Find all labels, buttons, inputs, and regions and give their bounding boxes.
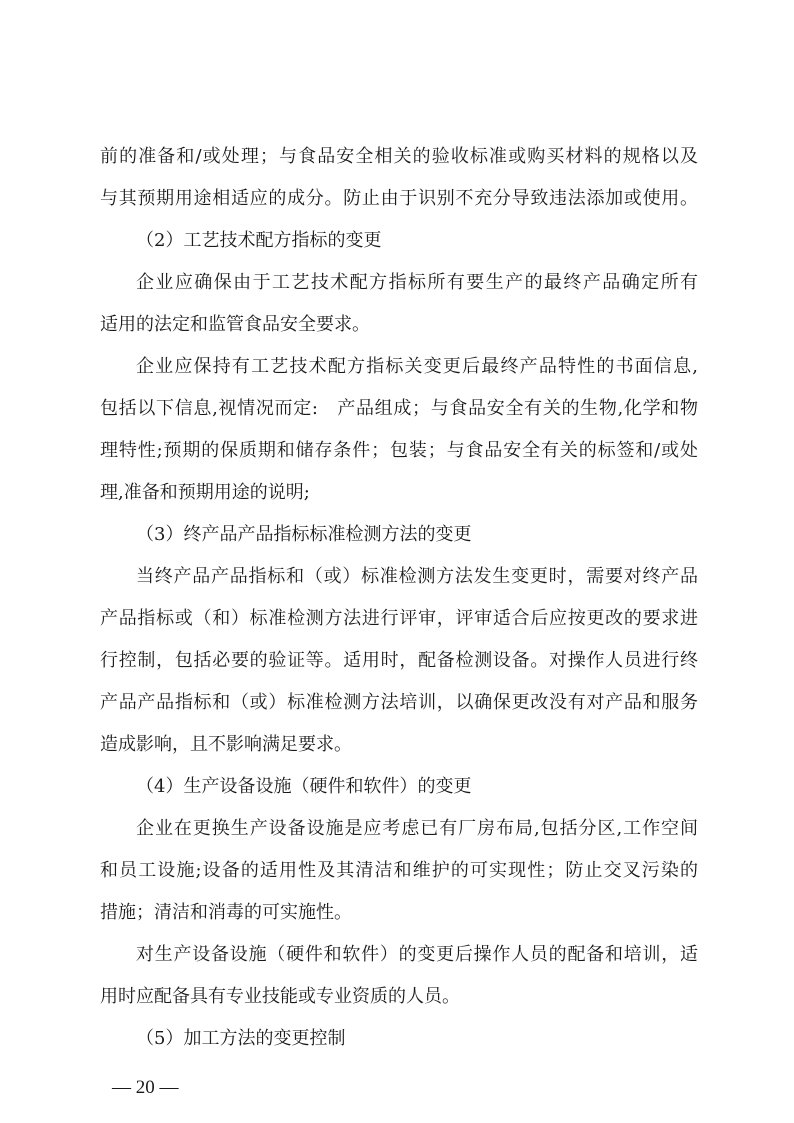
body-text-line: 适用的法定和监管食品安全要求。 (100, 314, 370, 335)
body-text-line: 行控制，包括必要的验证等。适用时，配备检测设备。对操作人员进行终 (100, 650, 698, 671)
body-text-line: 理,准备和预期用途的说明; (100, 482, 310, 503)
body-text-line: 和员工设施;设备的适用性及其清洁和维护的可实现性；防止交叉污染的 (100, 860, 698, 881)
body-text-line: 产品产品指标和（或）标准检测方法培训，以确保更改没有对产品和服务 (100, 692, 698, 713)
body-text-line: 理特性;预期的保质期和储存条件；包装；与食品安全有关的标签和/或处 (100, 440, 698, 461)
body-text-line: 企业应保持有工艺技术配方指标关变更后最终产品特性的书面信息, (136, 356, 698, 377)
body-text-line: 企业应确保由于工艺技术配方指标所有要生产的最终产品确定所有 (136, 272, 698, 293)
body-text-line: 造成影响，且不影响满足要求。 (100, 734, 352, 755)
section-heading-4: （4）生产设备设施（硬件和软件）的变更 (136, 776, 472, 797)
body-text-line: 包括以下信息,视情况而定: 产品组成；与食品安全有关的生物,化学和物 (100, 398, 698, 419)
section-heading-3: （3）终产品产品指标标准检测方法的变更 (136, 524, 472, 545)
body-text-line: 措施；清洁和消毒的可实施性。 (100, 902, 352, 923)
page-number: — 20 — (112, 1077, 179, 1098)
body-text-line: 与其预期用途相适应的成分。防止由于识别不充分导致违法添加或使用。 (100, 188, 698, 209)
section-heading-2: （2）工艺技术配方指标的变更 (136, 230, 382, 251)
body-text-line: 对生产设备设施（硬件和软件）的变更后操作人员的配备和培训，适 (136, 944, 698, 965)
section-heading-5: （5）加工方法的变更控制 (136, 1028, 346, 1049)
body-text-line: 企业在更换生产设备设施是应考虑已有厂房布局,包括分区,工作空间 (136, 818, 698, 839)
body-text-line: 用时应配备具有专业技能或专业资质的人员。 (100, 986, 460, 1007)
body-text-line: 产品指标或（和）标准检测方法进行评审，评审适合后应按更改的要求进 (100, 608, 698, 629)
body-text-line: 前的准备和/或处理；与食品安全相关的验收标准或购买材料的规格以及 (100, 146, 698, 167)
body-text-line: 当终产品产品指标和（或）标准检测方法发生变更时，需要对终产品 (136, 566, 698, 587)
